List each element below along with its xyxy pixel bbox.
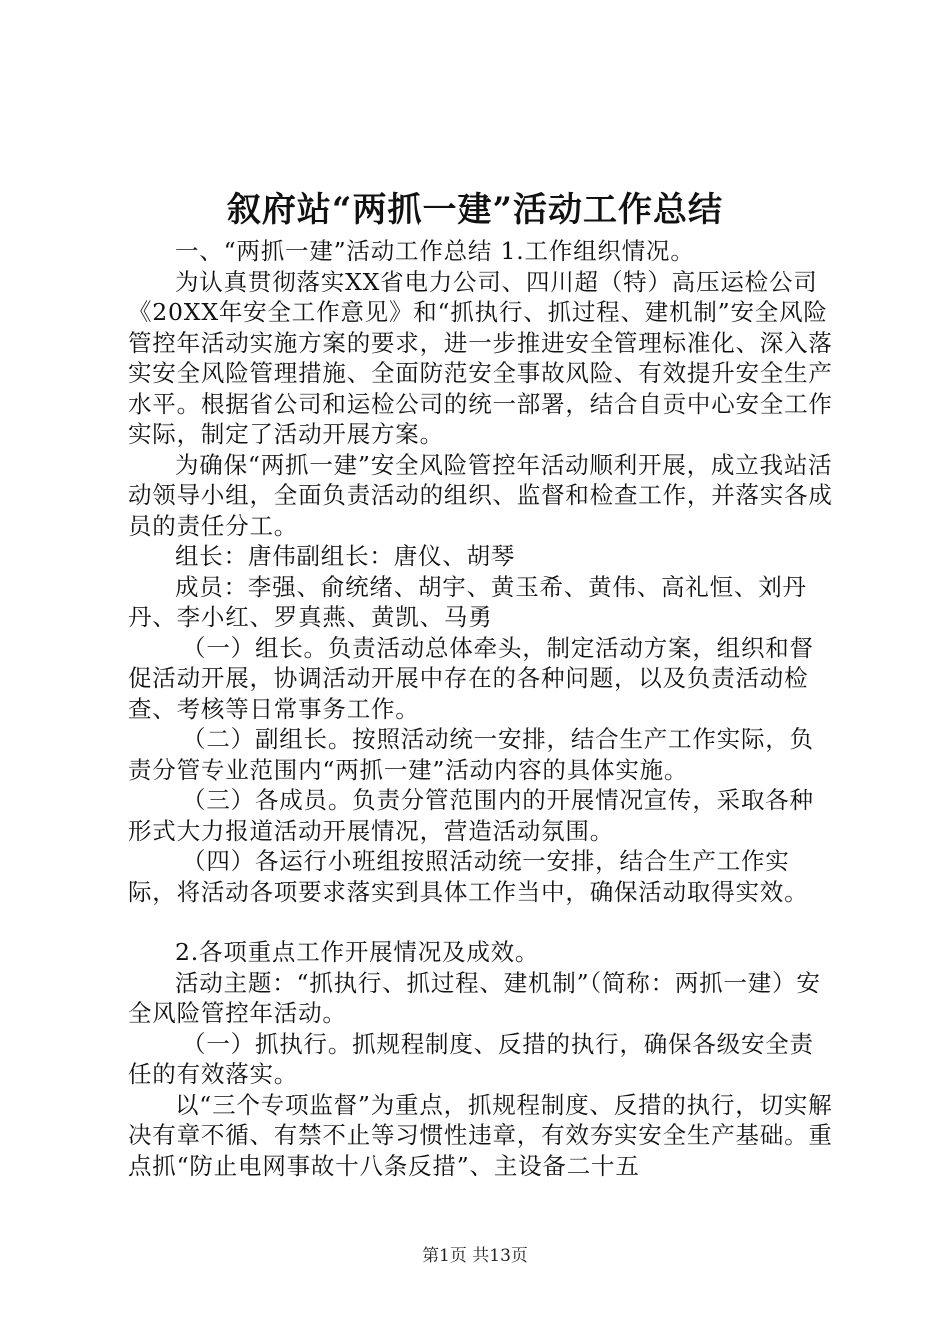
- paragraph-section-heading: 一、“两抓一建”活动工作总结 1.工作组织情况。: [175, 237, 695, 265]
- paragraph-spacer: [128, 907, 833, 937]
- paragraph-members: 成员：李强、俞统绪、胡宇、黄玉希、黄伟、高礼恒、刘丹丹、李小红、罗真燕、黄凯、马勇: [128, 572, 807, 631]
- paragraph-leaders: 组长：唐伟副组长：唐仪、胡琴: [175, 542, 516, 570]
- paragraph-supervision: 以“三个专项监督”为重点，抓规程制度、反措的执行，切实解决有章不循、有禁不止等习惯性违章，有效夯实安全生产基础。重点抓“防止电网事故十八条反措”、主设备二十五: [128, 1090, 833, 1180]
- paragraph-duty-1: （一）组长。负责活动总体牵头，制定活动方案，组织和督促活动开展，协调活动开展中存在的各种问题，以及负责活动检查、考核等日常事务工作。: [128, 633, 814, 723]
- paragraph-duty-2: （二）副组长。按照活动统一安排，结合生产工作实际，负责分管专业范围内“两抓一建”活动内容的具体实施。: [128, 725, 814, 784]
- page-number: 第1页 共13页: [422, 1246, 528, 1266]
- paragraph-leadership-group: 为确保“两抓一建”安全风险管控年活动顺利开展，成立我站活动领导小组，全面负责活动的组织、监督和检查工作，并落实各成员的责任分工。: [128, 450, 833, 540]
- paragraph-purpose: 为认真贯彻落实XX省电力公司、四川超（特）高压运检公司《20XX年安全工作意见》和“抓执行、抓过程、建机制”安全风险管控年活动实施方案的要求，进一步推进安全管理标准化、深入落实安全风险管理措施、全面防范安全事故风险、有效提升安全生产水平。根据省公司和运检公司的统一部署，结合自贡中心安全工作实际，制定了活动开展方案。: [128, 267, 833, 448]
- paragraph-duty-3: （三）各成员。负责分管范围内的开展情况宣传，采取各种形式大力报道活动开展情况，营造活动氛围。: [128, 786, 814, 845]
- paragraph-execution: （一）抓执行。抓规程制度、反措的执行，确保各级安全责任的有效落实。: [128, 1029, 814, 1088]
- document-title: 叙府站“两抓一建”活动工作总结: [226, 190, 724, 230]
- document-body: [128, 236, 833, 1181]
- paragraph-subsection-heading: 2.各项重点工作开展情况及成效。: [175, 938, 540, 966]
- paragraph-theme: 活动主题：“抓执行、抓过程、建机制”（简称：两抓一建）安全风险管控年活动。: [128, 968, 821, 1027]
- paragraph-duty-4: （四）各运行小班组按照活动统一安排，结合生产工作实际，将活动各项要求落实到具体工作当中，确保活动取得实效。: [128, 847, 809, 906]
